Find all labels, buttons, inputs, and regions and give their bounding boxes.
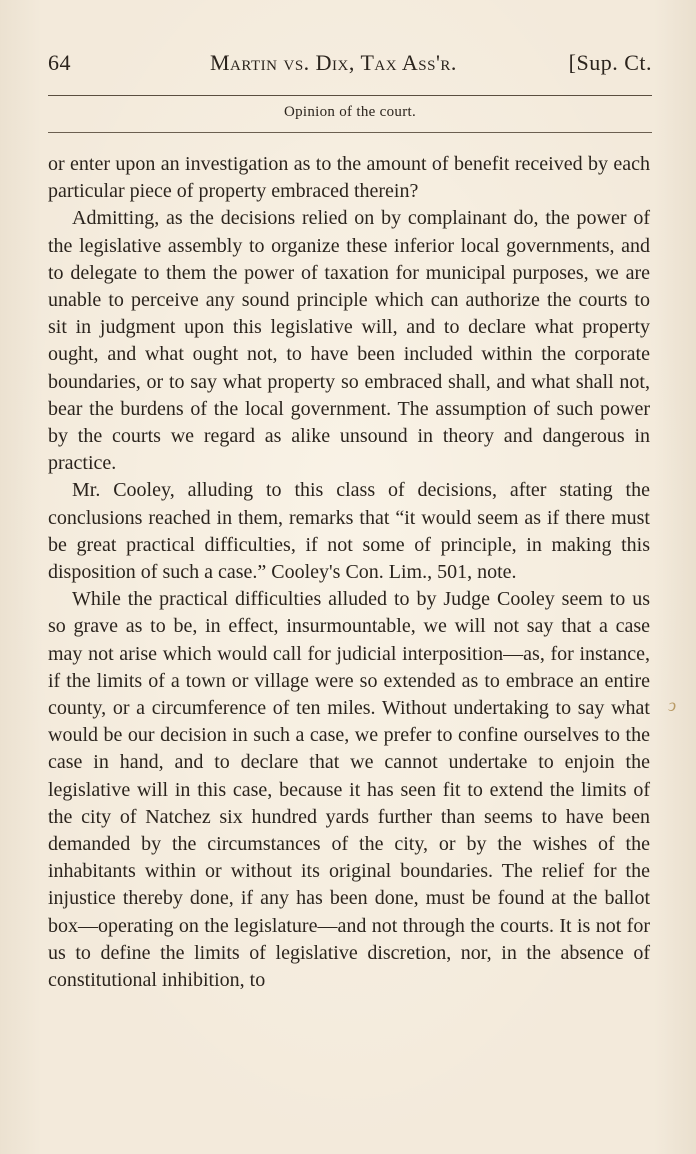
- paragraph: While the practical difficulties alluded to by Judge Cooley seem to us so grave as to be, in effect, insurmountable, we will not say that a case may not arise which would call for judicial interposition—as, for instance, if the limits of a town or village were so extended as to embrace an entire county, or a circumference of ten miles. Without undertaking to say what would be our decision in such a case, we prefer to confine ourselves to the case in hand, and to declare that we cannot undertake to enjoin the legislative will in this case, because it has seen fit to extend the limits of the city of Natchez six hundred yards further than seems to have been demanded by the circumstances of the city, or by the wishes of the inhabitants within or without its original boundaries. The relief for the injustice thereby done, if any has been done, must be found at the ballot box—operating on the legislature—and not through the courts. It is not for us to define the limits of legislative discretion, nor, in the absence of constitutional inhibition, to: [48, 588, 650, 992]
- paragraph: or enter upon an investigation as to the amount of benefit received by each particular piece of property embraced therein?: [48, 153, 650, 203]
- court-name: [Sup. Ct.: [568, 50, 652, 75]
- opinion-text: [48, 151, 650, 994]
- paragraph: Mr. Cooley, alluding to this class of decisions, after stating the conclusions reached in them, remarks that “it would seem as if there must be great practical difficulties, if not some of principle, in making this disposition of such a case.” Cooley's Con. Lim., 501, note.: [48, 479, 650, 584]
- running-head: [48, 50, 652, 80]
- section-rule: [48, 132, 652, 133]
- case-title: Martin vs. Dix, Tax Ass'r.: [210, 50, 457, 75]
- paragraph: Admitting, as the decisions relied on by complainant do, the power of the legislative assembly to organize these inferior local governments, and to delegate to them the power of taxation for municipal purposes, we are unable to perceive any sound principle which can authorize the courts to sit in judgment upon this legislative will, and to declare what property ought, and what ought not, to have been included within the corporate boundaries, or to say what property so embraced shall, and what shall not, bear the burdens of the local government. The assumption of such power by the courts we regard as alike unsound in theory and dangerous in practice.: [48, 207, 650, 475]
- header-rule: [48, 95, 652, 96]
- section-heading: Opinion of the court.: [283, 104, 417, 120]
- page-number: 64: [48, 50, 71, 75]
- margin-ink-mark: ↄ: [668, 695, 677, 715]
